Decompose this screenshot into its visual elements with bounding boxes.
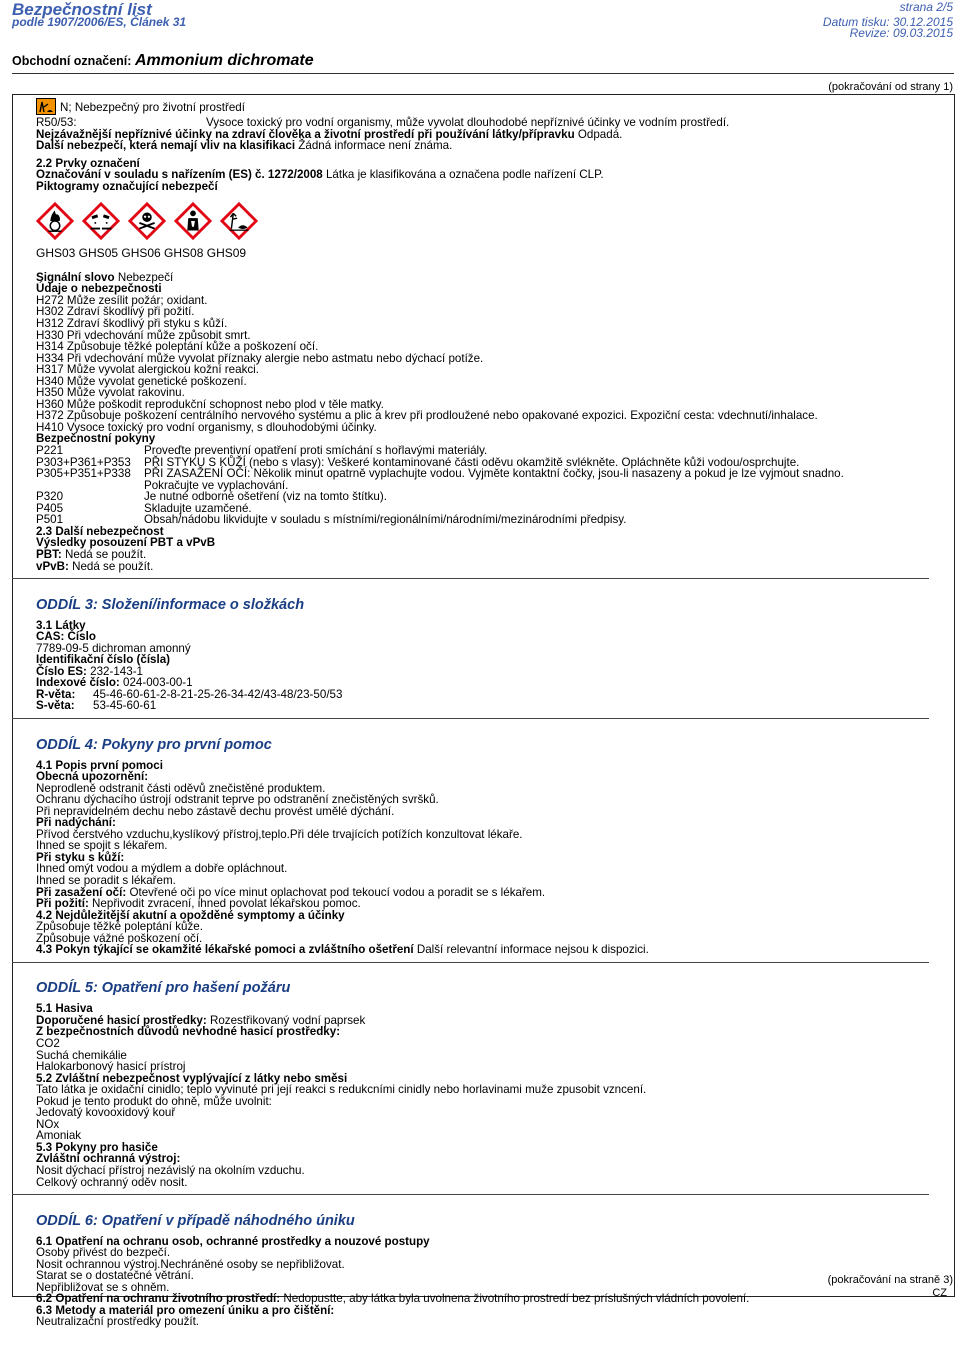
section-5-3-title: 5.3 Pokyny pro hasiče bbox=[36, 1140, 158, 1154]
language-code: CZ bbox=[932, 1287, 947, 1299]
index-number: Indexové číslo: 024-003-00-1 bbox=[36, 676, 193, 690]
p-statement: P305+P351+P338 PŘI ZASAŽENÍ OČÍ: Několik minut opatrně vyplachujte vodou. Vyjměte kontaktní čočky, jsou-li nasazeny a pokud je lze vyjmout snadno. bbox=[36, 467, 844, 481]
h-statement: H340 Může vyvolat genetické poškození. bbox=[36, 374, 247, 388]
section-5-2-title: 5.2 Zvláštní nebezpečnost vyplývající z látky nebo směsi bbox=[36, 1071, 348, 1085]
personal-line: Nepřibližovat se s ohněm. bbox=[36, 1280, 170, 1294]
special-hazard-line: NOx bbox=[36, 1117, 60, 1131]
cas-value: 7789-09-5 dichroman amonný bbox=[36, 641, 191, 655]
ghs-codes: GHS03 GHS05 GHS06 GHS08 GHS09 bbox=[36, 246, 247, 261]
revision-date: Revize: 09.03.2015 bbox=[849, 26, 953, 40]
trade-name-value: Ammonium dichromate bbox=[134, 52, 314, 69]
protective-line: Celkový ochranný oděv nosit. bbox=[36, 1175, 188, 1189]
print-date: Datum tisku: 30.12.2015 bbox=[822, 15, 953, 29]
skin-line: Ihned omýt vodou a mýdlem a dobře opláchnout. bbox=[36, 862, 288, 876]
p-statement: P221 Proveďte preventivní opatření proti smíchání s hořlavými materiály. bbox=[36, 444, 488, 458]
other-hazards: Další nebezpečí, která nemají vliv na klasifikaci Žádná informace není známa. bbox=[36, 139, 453, 153]
special-hazard-line: Pokud je tento produkt do ohně, může uvolnit: bbox=[36, 1094, 272, 1108]
skin-line: Ihned se poradit s lékařem. bbox=[36, 873, 176, 887]
section-4-2-title: 4.2 Nejdůležitější akutní a opožděné symptomy a účinky bbox=[36, 908, 345, 922]
cas-label: CAS: Číslo bbox=[36, 630, 96, 644]
h-statement: H350 Může vyvolat rakovinu. bbox=[36, 386, 185, 400]
general-line: Ochranu dýchacího ústrojí odstranit teprve po odstranění znečistěných svršků. bbox=[36, 793, 439, 807]
signal-word: Signální slovo Nebezpečí bbox=[36, 270, 174, 284]
es-number: Číslo ES: 232-143-1 bbox=[36, 664, 143, 678]
pbt-title: Výsledky posouzení PBT a vPvB bbox=[36, 536, 216, 550]
general-line: Při nepravidelném dechu nebo zástavě dechu provést umělé dýchání. bbox=[36, 804, 395, 818]
h-statement: H272 Může zesílit požár; oxidant. bbox=[36, 293, 208, 307]
adverse-effects: Nejzávažnější nepříznivé účinky na zdraví člověka a životní prostředí při používání látky/přípravku Odpadá. bbox=[36, 127, 623, 141]
section-divider bbox=[12, 1194, 929, 1207]
continued-to: (pokračování na straně 3) bbox=[827, 1274, 953, 1286]
eye-contact: Při zasažení očí: Otevřené oči po více minut oplachovat pod tekoucí vodou a poradit se s lékařem. bbox=[36, 885, 546, 899]
ghs05-corrosive-icon bbox=[82, 202, 120, 240]
p-statement: P320 Je nutné odborné ošetření (viz na tomto štítku). bbox=[36, 490, 387, 504]
unsuitable-line: Halokarbonový hasicí prístroj bbox=[36, 1060, 186, 1074]
section-5-heading: ODDÍL 5: Opatření pro hašení požáru bbox=[36, 980, 291, 997]
ghs08-health-hazard-icon bbox=[174, 202, 212, 240]
trade-name bbox=[12, 52, 314, 70]
section-6-3-value: Neutralizační prostředky použít. bbox=[36, 1315, 200, 1329]
inhalation-label: Při nadýchání: bbox=[36, 816, 116, 830]
header-rule bbox=[12, 73, 954, 74]
r5053-code: R50/53: bbox=[36, 116, 77, 129]
section-4-heading: ODDÍL 4: Pokyny pro první pomoc bbox=[36, 736, 272, 753]
s-phrases: S-věta: 53-45-60-61 bbox=[36, 699, 157, 713]
personal-line: Nosit ochrannou výstroj.Nechráněné osoby se nepřibližovat. bbox=[36, 1257, 345, 1271]
h-statement: H312 Zdraví škodlivý při styku s kůží. bbox=[36, 317, 228, 331]
main-content bbox=[36, 98, 951, 1328]
inhalation-line: Ihned se spojit s lékařem. bbox=[36, 839, 168, 853]
personal-line: Starat se o dostatečné větrání. bbox=[36, 1269, 194, 1283]
symptom-line: Způsobuje vážné poškození očí. bbox=[36, 931, 203, 945]
section-divider bbox=[12, 718, 929, 731]
section-6-1-title: 6.1 Opatření na ochranu osob, ochranné prostředky a nouzové postupy bbox=[36, 1234, 430, 1248]
pbt-line: PBT: Nedá se použít. bbox=[36, 547, 147, 561]
unsuitable-line: CO2 bbox=[36, 1037, 60, 1050]
skin-label: Při styku s kůží: bbox=[36, 850, 125, 864]
r5053-text: Vysoce toxický pro vodní organismy, může vyvolat dlouhodobé nepříznivé účinky ve vodním prostředí. bbox=[206, 116, 730, 129]
ingestion: Při požití: Nepřivodit zvracení, ihned povolat lékařskou pomoc. bbox=[36, 897, 361, 911]
precautionary-label: Bezpečnostní pokyny bbox=[36, 432, 156, 446]
general-line: Neprodleně odstranit části oděvů znečistěné produktem. bbox=[36, 781, 326, 795]
section-2-3-title: 2.3 Další nebezpečnost bbox=[36, 524, 164, 538]
recommended-agents: Doporučené hasicí prostředky: Rozestřikovaný vodní paprsek bbox=[36, 1013, 366, 1027]
general-label: Obecná upozornění: bbox=[36, 770, 149, 784]
p-statement: P501 Obsah/nádobu likvidujte v souladu s místními/regionálními/národními/mezinárodními předpisy. bbox=[36, 513, 627, 527]
section-3-heading: ODDÍL 3: Složení/informace o složkách bbox=[36, 596, 305, 613]
section-6-3-title: 6.3 Metody a materiál pro omezení úniku a pro čištění: bbox=[36, 1303, 335, 1317]
environment-hazard-icon bbox=[36, 98, 56, 115]
section-divider bbox=[12, 578, 929, 591]
h-statement: H334 Při vdechování může vyvolat příznaky alergie nebo astmatu nebo dýchací potíže. bbox=[36, 351, 484, 365]
date-block bbox=[823, 17, 953, 39]
p-statement: P303+P361+P353 PŘI STYKU S KŮŽÍ (nebo s vlasy): Veškeré kontaminované části oděvu okamžitě svlékněte. Opláchněte kůži vodou/osprchujte. bbox=[36, 455, 800, 469]
unsuitable-line: Suchá chemikálie bbox=[36, 1048, 127, 1062]
section-4-1-title: 4.1 Popis první pomoci bbox=[36, 758, 163, 772]
h-statement: H314 Způsobuje těžké poleptání kůže a poškození očí. bbox=[36, 340, 319, 354]
r-phrases: R-věta: 45-46-60-61-2-8-21-25-26-34-42/43-48/23-50/53 bbox=[36, 687, 343, 701]
h-statement: H360 Může poškodit reprodukční schopnost nebo plod v těle matky. bbox=[36, 397, 384, 411]
h-statement: H372 Způsobuje poškození centrálního nervového systému a plic a krev při prodloužené nebo opakované expozici. Expoziční cesta: vdechnutí/inhalace. bbox=[36, 409, 818, 423]
continued-from: (pokračování od strany 1) bbox=[828, 81, 953, 93]
h-statement: H302 Zdraví škodlivý při požití. bbox=[36, 305, 195, 319]
section-2-2-title: 2.2 Prvky označení bbox=[36, 156, 140, 170]
section-3-1-title: 3.1 Látky bbox=[36, 618, 86, 632]
identifiers-label: Identifikační číslo (čísla) bbox=[36, 653, 171, 667]
unsuitable-label: Z bezpečnostních důvodů nevhodné hasicí prostředky: bbox=[36, 1025, 341, 1039]
protective-line: Nosit dýchací přístroj nezávislý na okolním vzduchu. bbox=[36, 1164, 305, 1178]
section-5-1-title: 5.1 Hasiva bbox=[36, 1002, 93, 1016]
ghs-pictograms bbox=[36, 202, 951, 240]
ghs09-environment-icon bbox=[220, 202, 258, 240]
hazard-symbol-row bbox=[36, 98, 951, 115]
special-hazard-line: Tato látka je oxidační cinidlo; teplo vyvinuté pri její reakci s redukcními cinidly nebo horlavinami muže zpusobit vzncení. bbox=[36, 1083, 647, 1097]
inhalation-line: Přívod čerstvého vzduchu,kyslíkový přístroj,teplo.Při déle trvajících potížích konzultovat lékaře. bbox=[36, 827, 523, 841]
vpvb-line: vPvB: Nedá se použít. bbox=[36, 559, 154, 573]
p-statement: Pokračujte ve vyplachování. bbox=[144, 478, 289, 492]
section-6-heading: ODDÍL 6: Opatření v případě náhodného úniku bbox=[36, 1212, 355, 1229]
section-divider bbox=[12, 962, 929, 975]
section-4-3: 4.3 Pokyn týkající se okamžité lékařské pomoci a zvláštního ošetření Další relevantní informace nejsou k dispozici. bbox=[36, 943, 649, 957]
hazard-symbol-label: N; Nebezpečný pro životní prostředí bbox=[60, 101, 245, 114]
document-title: Bezpečnostní list bbox=[12, 0, 152, 19]
pictogram-label: Piktogramy označující nebezpečí bbox=[36, 179, 218, 193]
symptom-line: Způsobuje těžké poleptání kůže. bbox=[36, 920, 203, 934]
h-statement: H317 Může vyvolat alergickou kožní reakci. bbox=[36, 363, 259, 377]
clp-line: Označování v souladu s nařízením (ES) č. 1272/2008 Látka je klasifikována a označena podle nařízení CLP. bbox=[36, 168, 604, 182]
p-statement: P405 Skladujte uzamčené. bbox=[36, 501, 252, 515]
section-6-2: 6.2 Opatření na ochranu životního prostředí: Nedopustte, aby látka byla uvolnena životního prostredí bez príslušných vládních povolení. bbox=[36, 1292, 750, 1306]
h-statement: H410 Vysoce toxický pro vodní organismy, s dlouhodobými účinky. bbox=[36, 420, 377, 434]
ghs06-toxic-icon bbox=[128, 202, 166, 240]
trade-name-label: Obchodní označení: bbox=[12, 54, 132, 68]
document-subtitle: podle 1907/2006/ES, Článek 31 bbox=[12, 15, 187, 29]
ghs03-oxidizer-icon bbox=[36, 202, 74, 240]
special-hazard-line: Jedovatý kovooxidový kouř bbox=[36, 1106, 176, 1120]
page-number: strana 2/5 bbox=[899, 0, 953, 14]
personal-line: Osoby přivést do bezpečí. bbox=[36, 1246, 171, 1260]
protective-label: Zvláštní ochranná výstroj: bbox=[36, 1152, 181, 1166]
special-hazard-line: Amoniak bbox=[36, 1129, 82, 1143]
hazard-statements-label: Údaje o nebezpečnosti bbox=[36, 282, 162, 296]
h-statement: H330 Při vdechování může způsobit smrt. bbox=[36, 328, 251, 342]
